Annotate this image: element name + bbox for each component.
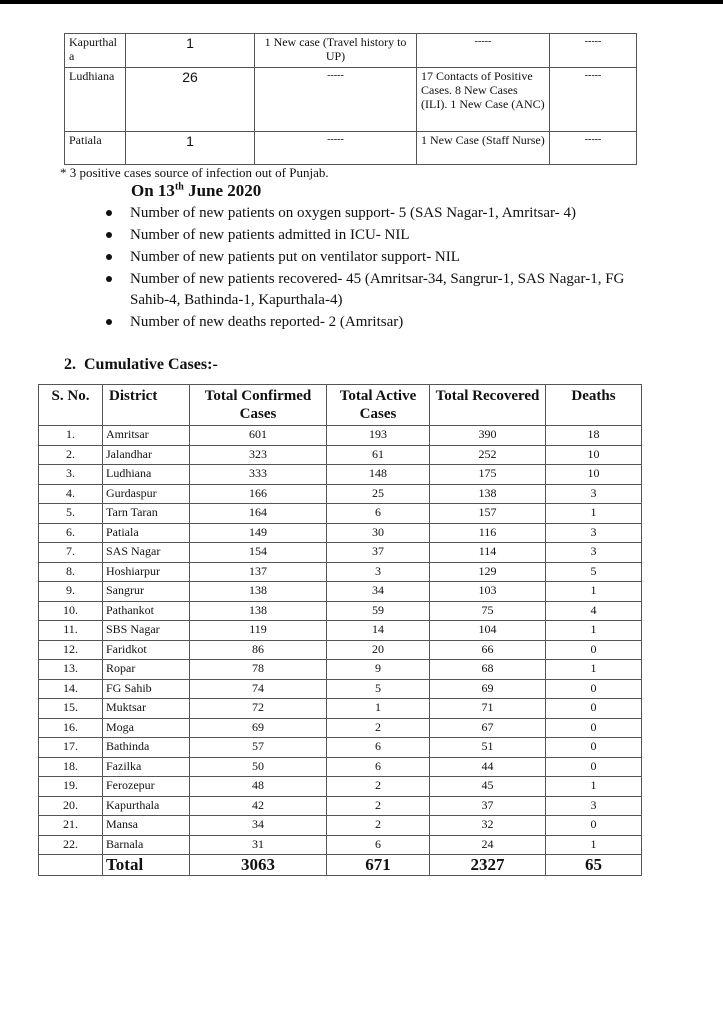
- confirmed-cell: 78: [190, 660, 327, 680]
- district-cell: Kapurthala: [103, 796, 190, 816]
- district-cell: Amritsar: [103, 426, 190, 446]
- recovered-cell: 116: [430, 523, 546, 543]
- recovered-cell: 32: [430, 816, 546, 836]
- table-row: [39, 523, 642, 543]
- active-cell: 193: [327, 426, 430, 446]
- confirmed-cell: 138: [190, 582, 327, 602]
- district-cell: Ferozepur: [103, 777, 190, 797]
- table-row: [39, 426, 642, 446]
- header-row: [39, 385, 642, 426]
- date-heading-month-year: June 2020: [183, 181, 262, 200]
- confirmed-cell: 34: [190, 816, 327, 836]
- deaths-cell: 10: [546, 445, 642, 465]
- recovered-cell: 103: [430, 582, 546, 602]
- recovered-cell: 66: [430, 640, 546, 660]
- sno-cell: 18.: [39, 757, 103, 777]
- district-cell: SAS Nagar: [103, 543, 190, 563]
- recovered-cell: 45: [430, 777, 546, 797]
- active-cell: 34: [327, 582, 430, 602]
- deaths-cell: 0: [546, 738, 642, 758]
- recovered-cell: 51: [430, 738, 546, 758]
- active-cell: 5: [327, 679, 430, 699]
- district-cell: Muktsar: [103, 699, 190, 719]
- district-cell: Kapurthal a: [65, 34, 126, 68]
- confirmed-cell: 50: [190, 757, 327, 777]
- confirmed-cell: 333: [190, 465, 327, 485]
- table-row: [39, 484, 642, 504]
- detail-cell: 1 New case (Travel history to UP): [255, 34, 417, 68]
- confirmed-cell: 86: [190, 640, 327, 660]
- table-row: [39, 699, 642, 719]
- deaths-cell: 3: [546, 796, 642, 816]
- district-cell: Fazilka: [103, 757, 190, 777]
- district-cell: Patiala: [103, 523, 190, 543]
- list-item: Number of new patients recovered- 45 (Amritsar-34, Sangrur-1, SAS Nagar-1, FG Sahib-4, Bathinda-1, Kapurthala-4): [104, 269, 664, 311]
- district-cell: SBS Nagar: [103, 621, 190, 641]
- recovered-cell: 157: [430, 504, 546, 524]
- top-border-bar: [0, 0, 723, 4]
- active-cell: 37: [327, 543, 430, 563]
- recovered-cell: 44: [430, 757, 546, 777]
- total-label: Total: [103, 855, 190, 876]
- district-cell: Jalandhar: [103, 445, 190, 465]
- recovered-cell: 37: [430, 796, 546, 816]
- sno-cell: 21.: [39, 816, 103, 836]
- district-cell: Mansa: [103, 816, 190, 836]
- confirmed-cell: 166: [190, 484, 327, 504]
- recovered-cell: 114: [430, 543, 546, 563]
- recovered-cell: 175: [430, 465, 546, 485]
- active-cell: 61: [327, 445, 430, 465]
- district-cell: Sangrur: [103, 582, 190, 602]
- sno-cell: 15.: [39, 699, 103, 719]
- table-row: [39, 777, 642, 797]
- sno-cell: 1.: [39, 426, 103, 446]
- active-cell: 2: [327, 777, 430, 797]
- deaths-cell: 0: [546, 699, 642, 719]
- date-heading-suffix-ordinal: th: [174, 181, 184, 193]
- recovered-cell: 71: [430, 699, 546, 719]
- district-cell: Patiala: [65, 132, 126, 165]
- recovered-cell: 390: [430, 426, 546, 446]
- confirmed-cell: 72: [190, 699, 327, 719]
- recovered-cell: 24: [430, 835, 546, 855]
- sno-cell: 3.: [39, 465, 103, 485]
- sno-cell: 6.: [39, 523, 103, 543]
- table-body: [39, 426, 642, 855]
- total-sno-cell: [39, 855, 103, 876]
- deaths-cell: 1: [546, 621, 642, 641]
- recovered-cell: 67: [430, 718, 546, 738]
- deaths-cell: 5: [546, 562, 642, 582]
- footnote: * 3 positive cases source of infection out of Punjab.: [60, 165, 329, 180]
- column-header-recovered: Total Recovered: [430, 385, 546, 426]
- table-row: [39, 757, 642, 777]
- district-cell: Ropar: [103, 660, 190, 680]
- confirmed-cell: 138: [190, 601, 327, 621]
- date-heading: [131, 181, 261, 201]
- deaths-cell: 3: [546, 543, 642, 563]
- sno-cell: 16.: [39, 718, 103, 738]
- table-row: [39, 445, 642, 465]
- deaths-cell: 0: [546, 816, 642, 836]
- date-heading-prefix: On 13: [131, 181, 175, 200]
- deaths-cell: 0: [546, 718, 642, 738]
- detail-cell: -----: [550, 34, 637, 68]
- deaths-cell: 3: [546, 523, 642, 543]
- confirmed-cell: 57: [190, 738, 327, 758]
- recovered-cell: 69: [430, 679, 546, 699]
- deaths-cell: 10: [546, 465, 642, 485]
- district-cell: Ludhiana: [103, 465, 190, 485]
- table-row: [39, 621, 642, 641]
- deaths-cell: 1: [546, 582, 642, 602]
- table-row: [39, 601, 642, 621]
- detail-cell: 17 Contacts of Positive Cases. 8 New Cases (ILI). 1 New Case (ANC): [417, 68, 550, 132]
- column-header-district: District: [103, 385, 190, 426]
- confirmed-cell: 69: [190, 718, 327, 738]
- detail-cell: 1 New Case (Staff Nurse): [417, 132, 550, 165]
- table-row: [39, 835, 642, 855]
- sno-cell: 20.: [39, 796, 103, 816]
- active-cell: 6: [327, 738, 430, 758]
- table-row: [39, 679, 642, 699]
- deaths-cell: 1: [546, 660, 642, 680]
- table-row: [39, 504, 642, 524]
- total-confirmed: 3063: [190, 855, 327, 876]
- sno-cell: 12.: [39, 640, 103, 660]
- recovered-cell: 138: [430, 484, 546, 504]
- detail-cell: -----: [255, 132, 417, 165]
- new-cases-cell: 26: [126, 68, 255, 132]
- active-cell: 6: [327, 835, 430, 855]
- confirmed-cell: 323: [190, 445, 327, 465]
- table-row: [39, 738, 642, 758]
- deaths-cell: 1: [546, 777, 642, 797]
- deaths-cell: 1: [546, 835, 642, 855]
- sno-cell: 10.: [39, 601, 103, 621]
- table-row: [39, 640, 642, 660]
- district-cell: Bathinda: [103, 738, 190, 758]
- new-cases-cell: 1: [126, 34, 255, 68]
- active-cell: 2: [327, 718, 430, 738]
- active-cell: 1: [327, 699, 430, 719]
- total-deaths: 65: [546, 855, 642, 876]
- table-row: [39, 796, 642, 816]
- active-cell: 6: [327, 504, 430, 524]
- table-row: [65, 132, 637, 165]
- deaths-cell: 4: [546, 601, 642, 621]
- active-cell: 2: [327, 796, 430, 816]
- total-row: [39, 855, 642, 876]
- district-cell: Hoshiarpur: [103, 562, 190, 582]
- confirmed-cell: 149: [190, 523, 327, 543]
- detail-cell: -----: [550, 68, 637, 132]
- table-row: [39, 465, 642, 485]
- deaths-cell: 0: [546, 640, 642, 660]
- list-item: Number of new patients admitted in ICU- NIL: [104, 225, 664, 246]
- confirmed-cell: 119: [190, 621, 327, 641]
- table-row: [39, 718, 642, 738]
- sno-cell: 11.: [39, 621, 103, 641]
- district-cell: Moga: [103, 718, 190, 738]
- deaths-cell: 0: [546, 679, 642, 699]
- detail-cell: -----: [550, 132, 637, 165]
- sno-cell: 7.: [39, 543, 103, 563]
- active-cell: 3: [327, 562, 430, 582]
- section-heading: [64, 356, 226, 374]
- district-cell: Faridkot: [103, 640, 190, 660]
- active-cell: 59: [327, 601, 430, 621]
- sno-cell: 13.: [39, 660, 103, 680]
- active-cell: 25: [327, 484, 430, 504]
- active-cell: 14: [327, 621, 430, 641]
- table-row: [65, 34, 637, 68]
- sno-cell: 17.: [39, 738, 103, 758]
- list-item: Number of new patients on oxygen support- 5 (SAS Nagar-1, Amritsar- 4): [104, 203, 664, 224]
- recovered-cell: 129: [430, 562, 546, 582]
- confirmed-cell: 154: [190, 543, 327, 563]
- active-cell: 9: [327, 660, 430, 680]
- district-cell: FG Sahib: [103, 679, 190, 699]
- daily-summary-list: [104, 203, 664, 334]
- column-header-sno: S. No.: [39, 385, 103, 426]
- district-cell: Pathankot: [103, 601, 190, 621]
- district-cell: Tarn Taran: [103, 504, 190, 524]
- table-row: [39, 660, 642, 680]
- recovered-cell: 104: [430, 621, 546, 641]
- column-header-confirmed: Total Confirmed Cases: [190, 385, 327, 426]
- sno-cell: 14.: [39, 679, 103, 699]
- district-cell: Barnala: [103, 835, 190, 855]
- confirmed-cell: 137: [190, 562, 327, 582]
- cumulative-cases-table: [38, 384, 642, 876]
- column-header-deaths: Deaths: [546, 385, 642, 426]
- confirmed-cell: 42: [190, 796, 327, 816]
- active-cell: 20: [327, 640, 430, 660]
- recovered-cell: 252: [430, 445, 546, 465]
- total-active: 671: [327, 855, 430, 876]
- district-cell: Ludhiana: [65, 68, 126, 132]
- confirmed-cell: 48: [190, 777, 327, 797]
- active-cell: 6: [327, 757, 430, 777]
- sno-cell: 9.: [39, 582, 103, 602]
- new-cases-cell: 1: [126, 132, 255, 165]
- deaths-cell: 3: [546, 484, 642, 504]
- sno-cell: 4.: [39, 484, 103, 504]
- table-row: [39, 562, 642, 582]
- sno-cell: 8.: [39, 562, 103, 582]
- sno-cell: 5.: [39, 504, 103, 524]
- sno-cell: 22.: [39, 835, 103, 855]
- new-cases-detail-table: [64, 33, 637, 165]
- detail-cell: -----: [255, 68, 417, 132]
- column-header-active: Total Active Cases: [327, 385, 430, 426]
- total-recovered: 2327: [430, 855, 546, 876]
- district-cell: Gurdaspur: [103, 484, 190, 504]
- confirmed-cell: 31: [190, 835, 327, 855]
- recovered-cell: 75: [430, 601, 546, 621]
- confirmed-cell: 601: [190, 426, 327, 446]
- sno-cell: 2.: [39, 445, 103, 465]
- table-row: [39, 543, 642, 563]
- active-cell: 2: [327, 816, 430, 836]
- active-cell: 148: [327, 465, 430, 485]
- confirmed-cell: 74: [190, 679, 327, 699]
- sno-cell: 19.: [39, 777, 103, 797]
- list-item: Number of new patients put on ventilator support- NIL: [104, 247, 664, 268]
- list-item: Number of new deaths reported- 2 (Amritsar): [104, 312, 664, 333]
- table-row: [39, 582, 642, 602]
- table-row: [39, 816, 642, 836]
- confirmed-cell: 164: [190, 504, 327, 524]
- deaths-cell: 18: [546, 426, 642, 446]
- table-row: [65, 68, 637, 132]
- section-number: 2.: [64, 356, 76, 373]
- active-cell: 30: [327, 523, 430, 543]
- recovered-cell: 68: [430, 660, 546, 680]
- detail-cell: -----: [417, 34, 550, 68]
- deaths-cell: 0: [546, 757, 642, 777]
- deaths-cell: 1: [546, 504, 642, 524]
- section-title: Cumulative Cases:-: [84, 356, 218, 373]
